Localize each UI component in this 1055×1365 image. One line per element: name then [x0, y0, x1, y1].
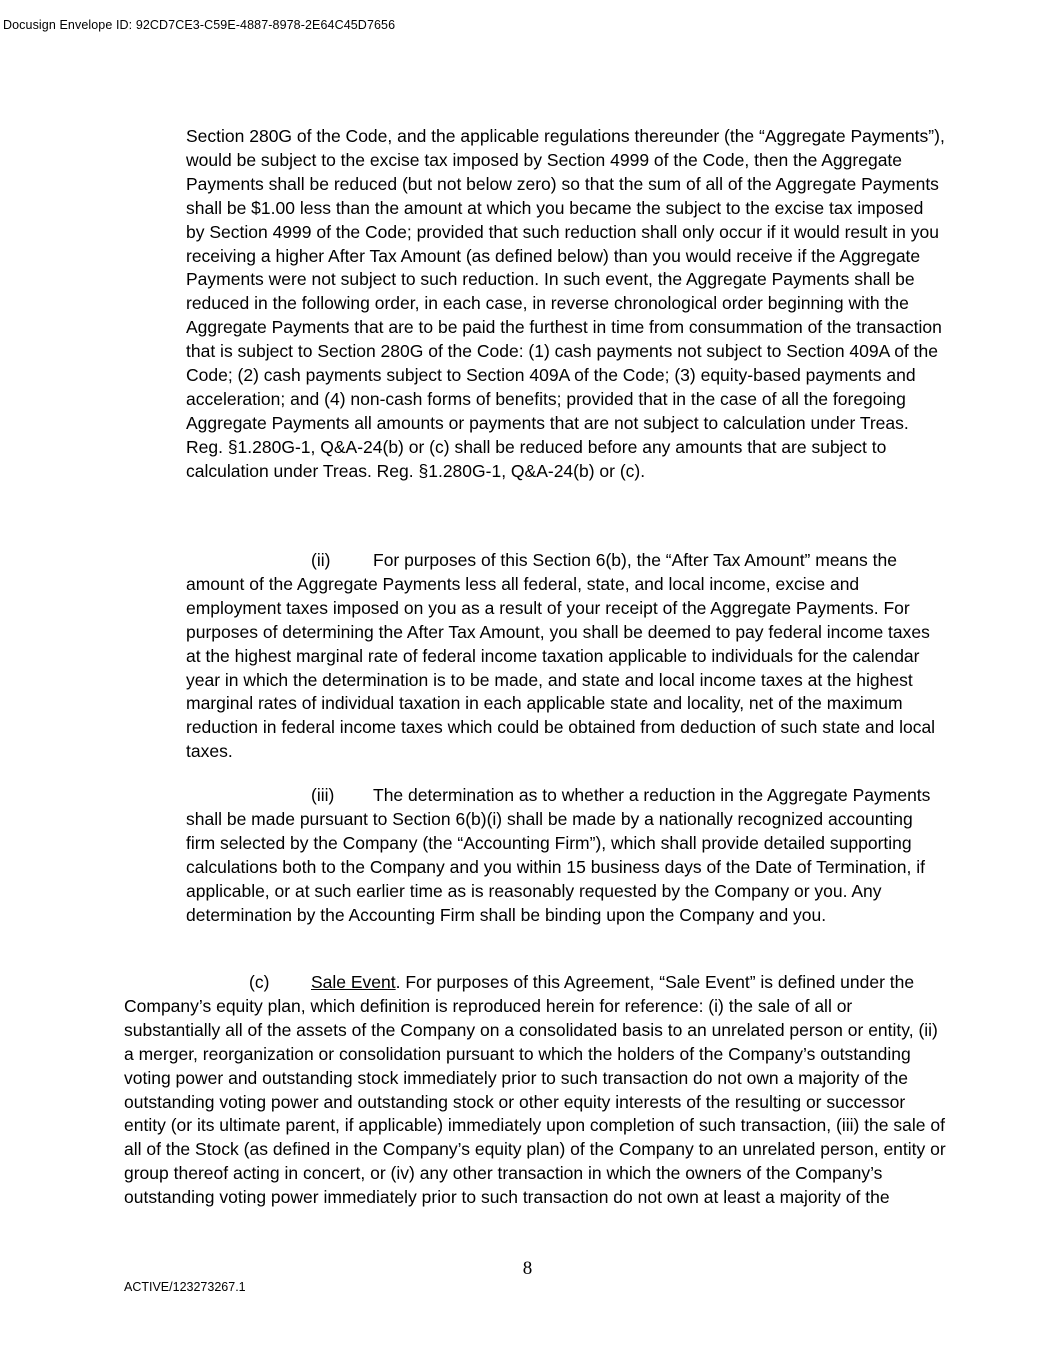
paragraph-text: The determination as to whether a reduction in the Aggregate Payments shall be made pursuant to Section 6(b)(i) shall be made by a nationally recognized accounting firm selected by the Company (the “Accounting Firm”), which shall provide detailed supporting calculations both to the Company and you within 15 business days of the Date of Termination, if applicable, or at such earlier time as is reasonably requested by the Company or you. Any determination by the Accounting Firm shall be binding upon the Company and you. [186, 785, 931, 925]
paragraph-number: (ii) [311, 550, 331, 570]
section-heading-sale-event: Sale Event [311, 972, 396, 992]
paragraph-after-tax-amount [186, 549, 946, 764]
paragraph-text: . For purposes of this Agreement, “Sale Event” is defined under the Company’s equity plan, which definition is reproduced herein for reference: (i) the sale of all or substantially all of the assets of the Company on a consolidated basis to an unrelated person or entity, (ii) a merger, reorganization or consolidation pursuant to which the holders of the Company’s outstanding voting power and outstanding stock immediately prior to such transaction do not own a majority of the outstanding voting power and outstanding stock or other equity interests of the resulting or successor entity (or its ultimate parent, if applicable) immediately upon completion of such transaction, (iii) the sale of all of the Stock (as defined in the Company’s equity plan) of the Company to an unrelated person, entity or group thereof acting in concert, or (iv) any other transaction in which the owners of the Company’s outstanding voting power immediately prior to such transaction do not own at least a majority of the [124, 972, 946, 1208]
document-id-footer: ACTIVE/123273267.1 [124, 1280, 246, 1294]
paragraph-accounting-firm [186, 784, 946, 927]
paragraph-number: (iii) [311, 785, 335, 805]
paragraph-number: (c) [249, 972, 270, 992]
docusign-envelope-id: Docusign Envelope ID: 92CD7CE3-C59E-4887-8978-2E64C45D7656 [3, 18, 396, 32]
paragraph-aggregate-payments-reduction: Section 280G of the Code, and the applicable regulations thereunder (the “Aggregate Payments”), would be subject to the excise tax imposed by Section 4999 of the Code, then the Aggregate Payments shall be reduced (but not below zero) so that the sum of all of the Aggregate Payments shall be $1.00 less than the amount at which you became the subject to the excise tax imposed by Section 4999 of the Code; provided that such reduction shall only occur if it would result in you receiving a higher After Tax Amount (as defined below) than you would receive if the Aggregate Payments were not subject to such reduction. In such event, the Aggregate Payments shall be reduced in the following order, in each case, in reverse chronological order beginning with the Aggregate Payments that are to be paid the furthest in time from consummation of the transaction that is subject to Section 280G of the Code: (1) cash payments not subject to Section 409A of the Code; (2) cash payments subject to Section 409A of the Code; (3) equity-based payments and acceleration; and (4) non-cash forms of benefits; provided that in the case of all the foregoing Aggregate Payments all amounts or payments that are not subject to calculation under Treas. Reg. §1.280G-1, Q&A-24(b) or (c) shall be reduced before any amounts that are subject to calculation under Treas. Reg. §1.280G-1, Q&A-24(b) or (c). [186, 126, 945, 481]
paragraph-sale-event [124, 971, 946, 1210]
paragraph-text: For purposes of this Section 6(b), the “After Tax Amount” means the amount of the Aggregate Payments less all federal, state, and local income, excise and employment taxes imposed on you as a result of your receipt of the Aggregate Payments. For purposes of determining the After Tax Amount, you shall be deemed to pay federal income taxes at the highest marginal rate of federal income taxation applicable to individuals for the calendar year in which the determination is to be made, and state and local income taxes at the highest marginal rates of individual taxation in each applicable state and locality, net of the maximum reduction in federal income taxes which could be obtained from deduction of such state and local taxes. [186, 550, 936, 762]
page-number: 8 [522, 1258, 533, 1279]
